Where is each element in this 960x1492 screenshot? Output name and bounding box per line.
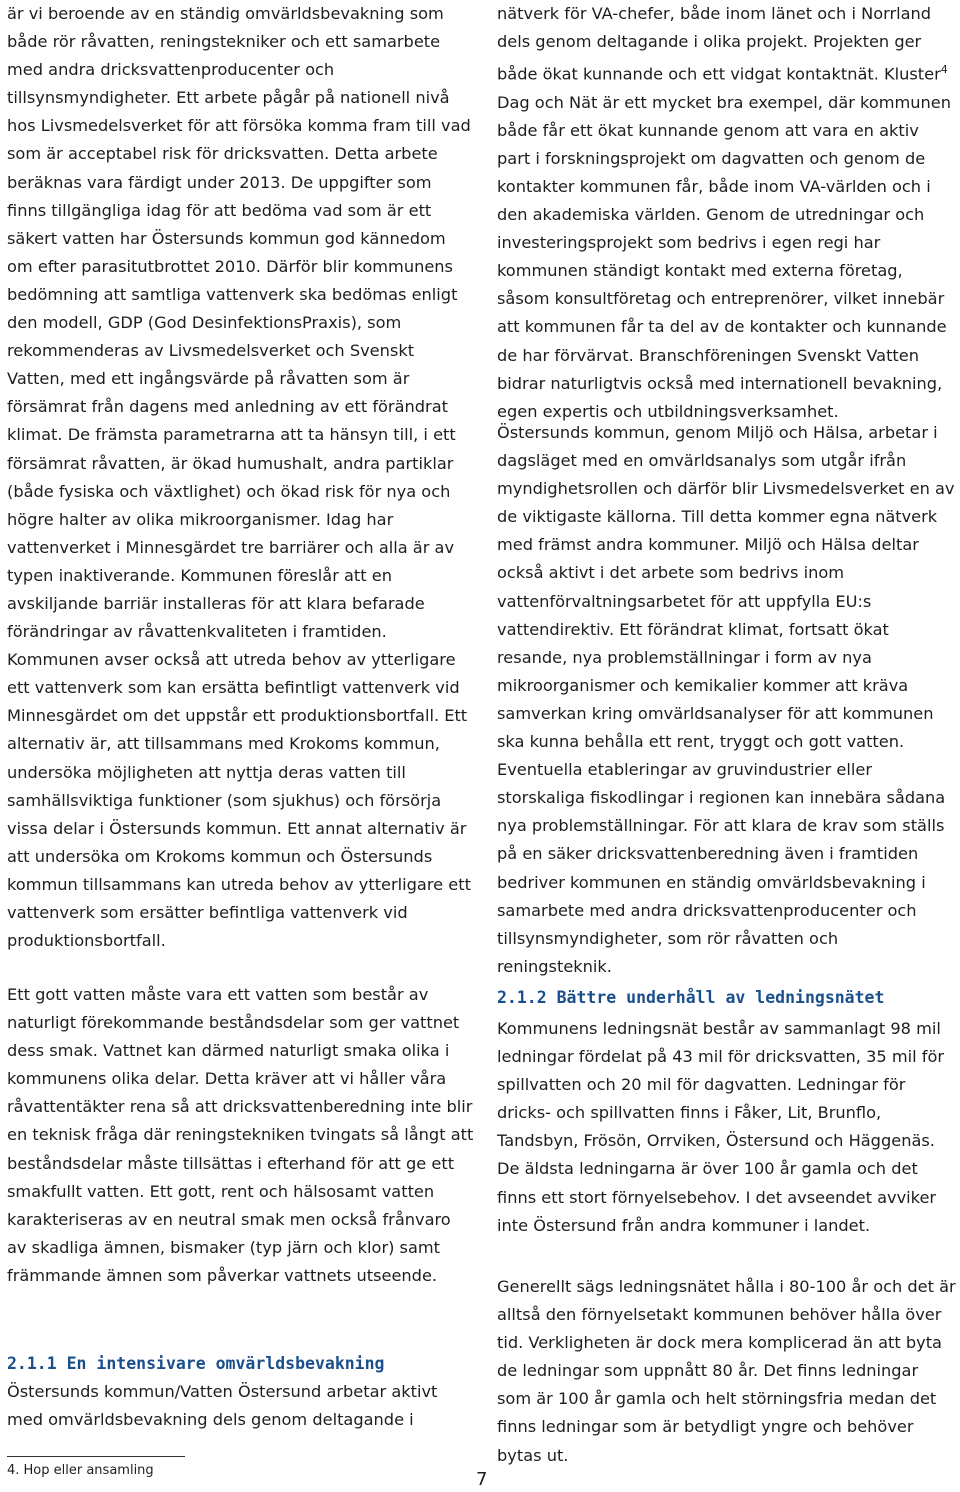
body-text: är vi beroende av en ständig omvärldsbevakning som både rör råvatten, reningstekniker och ett samarbete med andra dricksvattenproducenter och tillsynsmyndigheter. Ett arbete pågår på nationell nivå hos Livsmedelsverket för att försöka komma fram till vad som är acceptabel risk för dricksvatten. Detta arbete beräknas vara färdigt under 2013. De uppgifter som finns tillgängliga idag för att bedöma vad som är ett säkert vatten har Östersunds kommun god kännedom om efter parasitutbrottet 2010. Därför blir kommunens bedömning att samtliga vattenverk ska bedömas enligt den modell, GDP (God DesinfektionsPraxis), som rekommenderas av Livsmedelsverket och Svenskt Vatten, med ett ingångsvärde på råvatten som är försämrat från dagens med anledning av ett förändrat klimat. De främsta parametrarna att ta hänsyn till, i ett försämrat råvatten, är ökad humushalt, andra partiklar (både fysiska och växtlighet) och ökad risk för nya och högre halter av olika mikroorganismer. Idag har vattenverket i Minnesgärdet tre barriärer och alla är av typen inaktiverande. Kommunen föreslår att en avskiljande barriär installeras för att klara befarade förändringar av råvattenkvaliteten i framtiden. Kommunen avser också att utreda behov av ytterligare ett vattenverk som kan ersätta befintligt vattenverk vid Minnesgärdet om det uppstår ett produktionsbortfall. Ett alternativ är, att tillsammans med Krokoms kommun, undersöka möjligheten att nyttja deras vatten till samhällsviktiga funktioner (som sjukhus) och försörja vissa delar i Östersunds kommun. Ett annat alternativ är att undersöka om Krokoms kommun och Östersunds kommun tillsammans kan utreda behov av ytterligare ett vattenverk som ersätter befintliga vattenverk vid produktionsbortfall. bbox=[7, 4, 471, 951]
footnote-divider bbox=[7, 1456, 185, 1457]
section-2-1-1 bbox=[7, 1350, 475, 1434]
body-text: Kommunens ledningsnät består av sammanlagt 98 mil ledningar fördelat på 43 mil för dricksvatten, 35 mil för spillvatten och 20 mil för dagvatten. Ledningar för dricks- och spillvatten finns i Fåker, Lit, Brunflo, Tandsbyn, Frösön, Orrviken, Östersund och Häggenäs. De äldsta ledningarna är över 100 år gamla och det finns ett stort förnyelsebehov. I det avseendet avviker inte Östersund från andra kommuner i landet. bbox=[497, 1019, 945, 1235]
section-2-1-2 bbox=[497, 984, 957, 1012]
page-number: 7 bbox=[476, 1469, 488, 1490]
right-column-paragraph-1 bbox=[497, 0, 957, 426]
right-column-paragraph-2 bbox=[497, 419, 957, 981]
body-text: Ett gott vatten måste vara ett vatten som består av naturligt förekommande beståndsdelar som ger vattnet dess smak. Vattnet kan därmed naturligt smaka olika i kommunens olika delar. Detta kräver att vi håller våra råvattentäkter rena så att dricksvattenberedning inte blir en teknisk fråga där reningstekniken tvingats så långt att beståndsdelar måste tillsättas i efterhand för att ge ett smakfullt vatten. Ett gott, rent och hälsosamt vatten karakteriseras av en neutral smak men också frånvaro av skadliga ämnen, bismaker (typ järn och klor) samt främmande ämnen som påverkar vattnets utseende. bbox=[7, 985, 474, 1285]
footnote: 4. Hop eller ansamling bbox=[7, 1463, 154, 1478]
left-column-paragraph-2 bbox=[7, 981, 475, 1290]
section-heading: 2.1.2 Bättre underhåll av ledningsnätet bbox=[497, 988, 885, 1007]
body-text: Östersunds kommun, genom Miljö och Hälsa, arbetar i dagsläget med en omvärldsanalys som utgår ifrån myndighetsrollen och därför blir Livsmedelsverket en av de viktigaste källorna. Till detta kommer egna nätverk med främst andra kommuner. Miljö och Hälsa deltar också aktivt i det arbete som bedrivs inom vattenförvaltningsarbetet för att uppfylla EU:s vattendirektiv. Ett förändrat klimat, fortsatt ökat resande, nya problemställningar i form av nya mikroorganismer och kemikalier kommer att kräva samverkan kring omvärldsanalyser för att kommunen ska kunna behålla ett rent, tryggt och gott vatten. Eventuella etableringar av gruvindustrier eller storskaliga fiskodlingar i regionen kan innebära sådana nya problemställningar. För att klara de krav som ställs på en säker dricksvattenberedning även i framtiden bedriver kommunen en ständig omvärldsbevakning i samarbete med andra dricksvattenproducenter och tillsynsmyndigheter, som rör råvatten och reningsteknik. bbox=[497, 423, 955, 976]
section-heading: 2.1.1 En intensivare omvärldsbevakning bbox=[7, 1354, 385, 1373]
right-column-paragraph-4 bbox=[497, 1273, 957, 1470]
left-column-paragraph-1 bbox=[7, 0, 475, 955]
body-text: nätverk för VA-chefer, både inom länet och i Norrland dels genom deltagande i olika projekt. Projekten ger både ökat kunnande och ett vidgat kontaktnät. Kluster$^4$ Dag och Nät är ett mycket bra exempel, där kommunen både får ett ökat kunnande genom att vara en aktiv part i forskningsprojekt om dagvatten och genom de kontakter kommunen får, både inom VA-världen och i den akademiska världen. Genom de utredningar och investeringsprojekt som bedrivs i egen regi har kommunen ständigt kontakt med externa företag, såsom konsultföretag och entreprenörer, vilket innebär att kommunen får ta del av de kontakter och kunnande de har förvärvat. Branschföreningen Svenskt Vatten bidrar naturligtvis också med internationell bevakning, egen expertis och utbildningsverksamhet. bbox=[497, 4, 952, 421]
body-text: Generellt sägs ledningsnätet hålla i 80-100 år och det är alltså den förnyelsetakt kommunen behöver hålla över tid. Verkligheten är dock mera komplicerad än att byta de ledningar som uppnått 80 år. Det finns ledningar som är 100 år gamla och helt störningsfria medan det finns ledningar som är betydligt yngre och behöver bytas ut. bbox=[497, 1277, 956, 1465]
footnote-ref: 4 bbox=[940, 63, 948, 77]
body-text: Östersunds kommun/Vatten Östersund arbetar aktivt med omvärldsbevakning dels genom deltagande i bbox=[7, 1382, 438, 1430]
right-column-paragraph-3 bbox=[497, 1015, 957, 1240]
